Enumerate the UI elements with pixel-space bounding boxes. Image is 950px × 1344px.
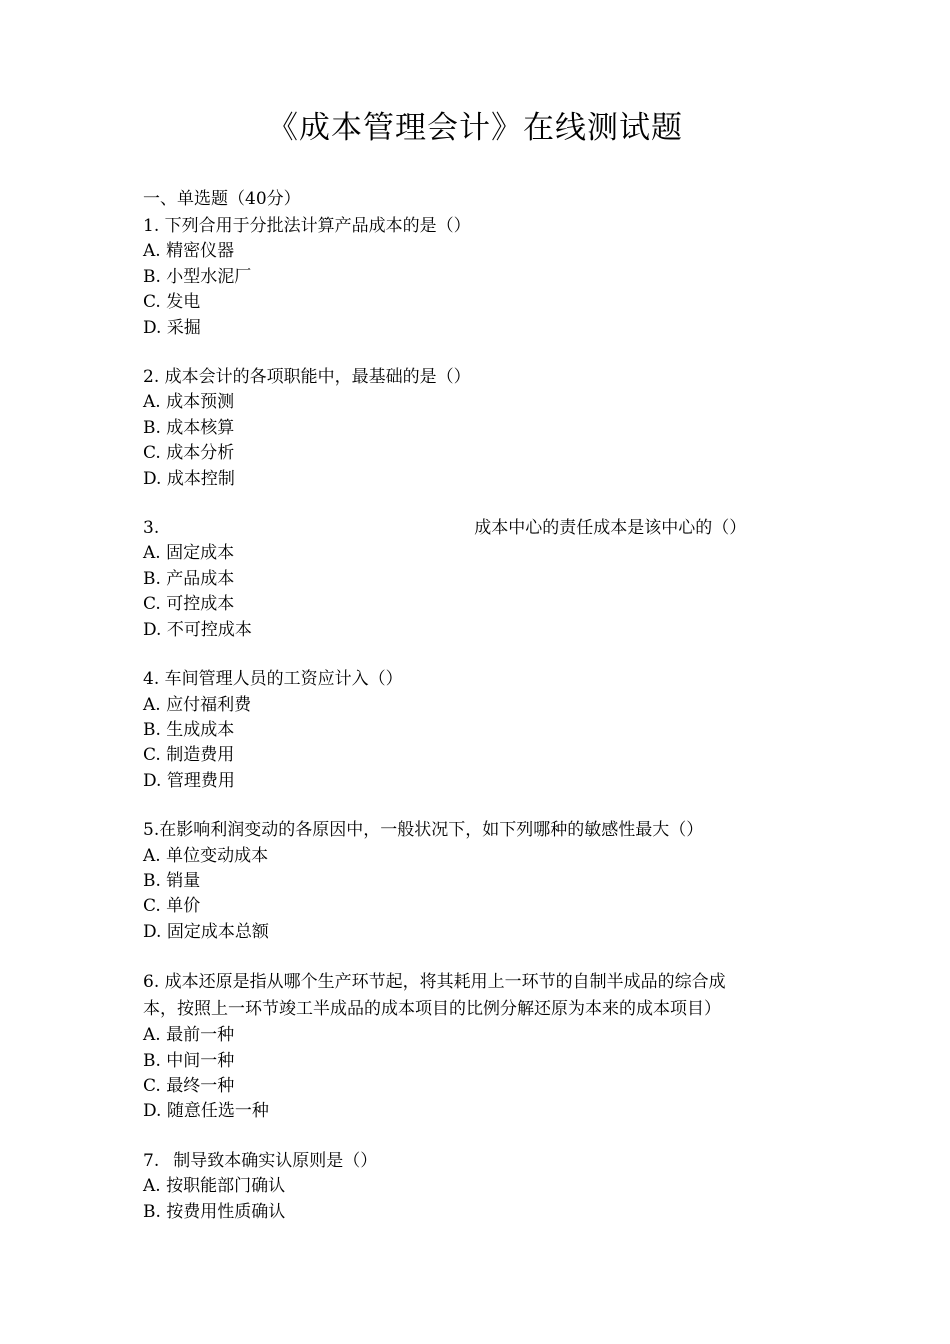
question-number: 3. — [143, 518, 160, 539]
option-d: D. 固定成本总额 — [143, 921, 269, 942]
option-b: B. 按费用性质确认 — [143, 1201, 286, 1222]
option-b: B. 小型水泥厂 — [143, 266, 252, 287]
question-7 — [143, 1149, 803, 1225]
option-c: C. 最终一种 — [143, 1075, 235, 1096]
option-a: A. 成本预测 — [143, 392, 235, 413]
question-1 — [143, 214, 803, 341]
question-text: 成本会计的各项职能中，最基础的是（） — [164, 367, 471, 388]
option-a: A. 精密仪器 — [143, 241, 235, 262]
option-a: A. 固定成本 — [143, 543, 235, 564]
document-title: 《成本管理会计》在线测试题 — [267, 110, 683, 146]
question-number: 5. — [143, 820, 160, 841]
question-text: 制导致本确实认原则是（） — [173, 1150, 378, 1171]
question-number: 2. — [143, 367, 160, 388]
option-d: D. 不可控成本 — [143, 619, 252, 640]
question-list — [143, 214, 803, 1249]
option-d: D. 采掘 — [143, 317, 201, 338]
question-6-stem-line-2: 本，按照上一环节竣工半成品的成本项目的比例分解还原为本来的成本项目） — [143, 999, 721, 1020]
section-heading: 一、单选题（40分） — [143, 189, 301, 209]
question-6 — [143, 969, 803, 1125]
question-text: 车间管理人员的工资应计入（） — [164, 669, 403, 690]
question-3-stem — [143, 516, 803, 541]
option-b: B. 产品成本 — [143, 568, 235, 589]
option-a: A. 应付福利费 — [143, 694, 252, 715]
option-b: B. 中间一种 — [143, 1050, 235, 1071]
option-d: D. 管理费用 — [143, 770, 235, 791]
question-2 — [143, 365, 803, 492]
option-c: C. 成本分析 — [143, 443, 235, 464]
option-b: B. 生成成本 — [143, 719, 235, 740]
question-number: 7. — [143, 1150, 160, 1171]
option-c: C. 单价 — [143, 896, 201, 917]
question-5-stem — [143, 818, 803, 843]
question-2-stem — [143, 365, 803, 390]
question-text: 成本中心的责任成本是该中心的（） — [474, 518, 747, 539]
question-text: 成本还原是指从哪个生产环节起，将其耗用上一环节的自制半成品的综合成 — [164, 972, 726, 993]
question-5 — [143, 818, 803, 945]
option-c: C. 可控成本 — [143, 594, 235, 615]
question-text: 下列合用于分批法计算产品成本的是（） — [164, 216, 471, 236]
question-number: 1. — [143, 216, 160, 236]
option-c: C. 发电 — [143, 292, 201, 313]
question-number: 6. — [143, 972, 160, 993]
option-a: A. 按职能部门确认 — [143, 1176, 286, 1197]
question-4-stem — [143, 667, 803, 692]
option-d: D. 成本控制 — [143, 468, 235, 489]
question-text: 在影响利润变动的各原因中，一般状况下，如下列哪种的敏感性最大（） — [159, 820, 704, 841]
question-7-stem — [143, 1149, 803, 1174]
question-number: 4. — [143, 669, 160, 690]
option-b: B. 销量 — [143, 870, 201, 891]
option-a: A. 单位变动成本 — [143, 845, 269, 866]
option-b: B. 成本核算 — [143, 417, 235, 438]
question-3 — [143, 516, 803, 643]
question-6-stem-line-1 — [143, 969, 803, 996]
question-1-stem — [143, 214, 803, 239]
option-d: D. 随意任选一种 — [143, 1101, 269, 1122]
option-c: C. 制造费用 — [143, 745, 235, 766]
question-4 — [143, 667, 803, 794]
option-a: A. 最前一种 — [143, 1025, 235, 1046]
